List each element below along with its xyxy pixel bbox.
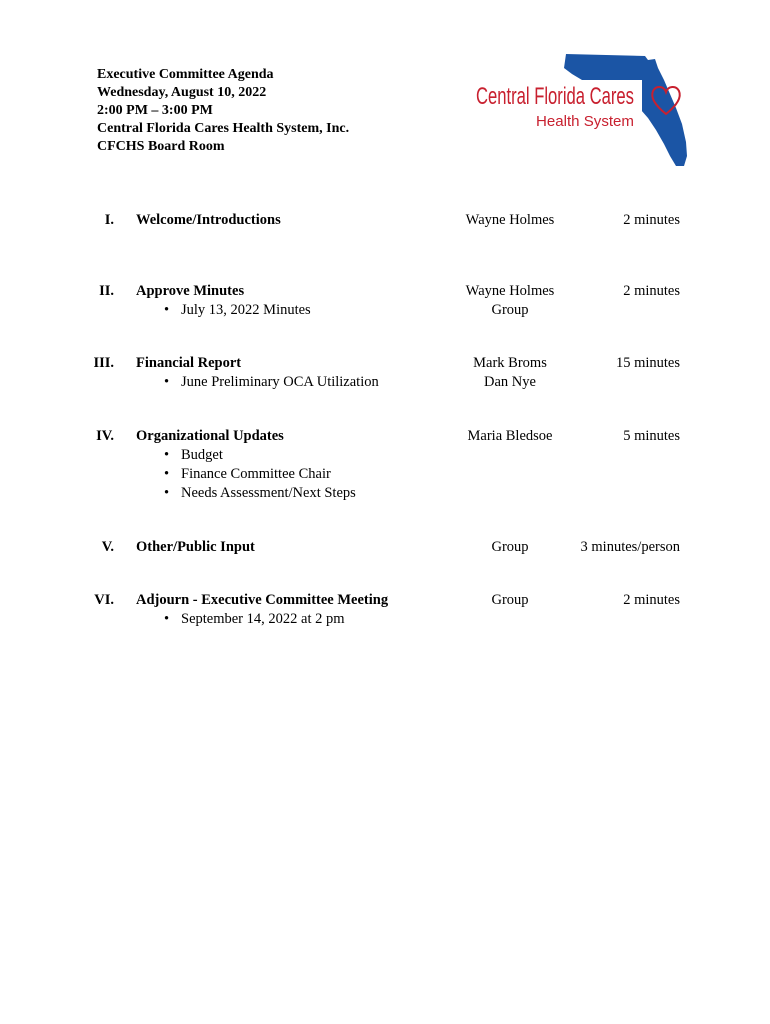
item-presenter [440, 427, 580, 446]
organization-name: Central Florida Cares Health System, Inc. [97, 121, 350, 136]
sub-item: • Needs Assessment/Next Steps [136, 484, 466, 503]
item-duration: 15 minutes [615, 355, 680, 371]
item-presenter [440, 211, 580, 230]
item-sublist [136, 301, 466, 320]
presenter-name: Mark Broms [473, 355, 547, 371]
sub-item: • June Preliminary OCA Utilization [136, 373, 466, 392]
florida-map-heart-logo-icon [470, 50, 700, 170]
agenda-header [97, 66, 349, 156]
item-presenter [440, 591, 580, 610]
item-sublist [136, 610, 466, 629]
presenter-name: Wayne Holmes [465, 212, 555, 228]
item-title: Financial Report [136, 355, 242, 371]
logo-text-line2: Health System [536, 113, 634, 130]
item-title: Organizational Updates [136, 428, 284, 444]
meeting-time: 2:00 PM – 3:00 PM [97, 103, 213, 118]
sub-item: • Budget [136, 446, 466, 465]
item-sublist [136, 446, 466, 503]
item-number: III. [93, 355, 114, 371]
item-number: V. [101, 539, 114, 555]
item-title: Adjourn - Executive Committee Meeting [136, 592, 389, 608]
presenter-name: Group [491, 302, 529, 318]
item-presenter [440, 282, 580, 320]
item-duration: 5 minutes [623, 428, 680, 444]
item-number: VI. [94, 592, 114, 608]
item-presenter [440, 354, 580, 392]
meeting-location: CFCHS Board Room [97, 139, 225, 154]
presenter-name: Group [491, 539, 529, 555]
item-presenter [440, 538, 580, 557]
sub-item: • September 14, 2022 at 2 pm [136, 610, 466, 629]
sub-item: • Finance Committee Chair [136, 465, 466, 484]
presenter-name: Group [491, 592, 529, 608]
logo-text-line1: Central Florida Cares [476, 83, 634, 110]
meeting-date: Wednesday, August 10, 2022 [97, 85, 267, 100]
item-duration: 2 minutes [623, 212, 680, 228]
item-sublist [136, 373, 466, 392]
agenda-title: Executive Committee Agenda [97, 67, 274, 82]
presenter-name: Maria Bledsoe [467, 428, 553, 444]
presenter-name: Wayne Holmes [465, 283, 555, 299]
item-title: Welcome/Introductions [136, 212, 281, 228]
item-duration: 2 minutes [623, 592, 680, 608]
item-number: I. [104, 212, 114, 228]
item-number: IV. [96, 428, 114, 444]
item-title: Approve Minutes [136, 283, 245, 299]
sub-item: • July 13, 2022 Minutes [136, 301, 466, 320]
item-number: II. [99, 283, 114, 299]
item-duration: 3 minutes/person [580, 539, 680, 555]
item-title: Other/Public Input [136, 539, 255, 555]
presenter-name: Dan Nye [484, 374, 536, 390]
item-duration: 2 minutes [623, 283, 680, 299]
